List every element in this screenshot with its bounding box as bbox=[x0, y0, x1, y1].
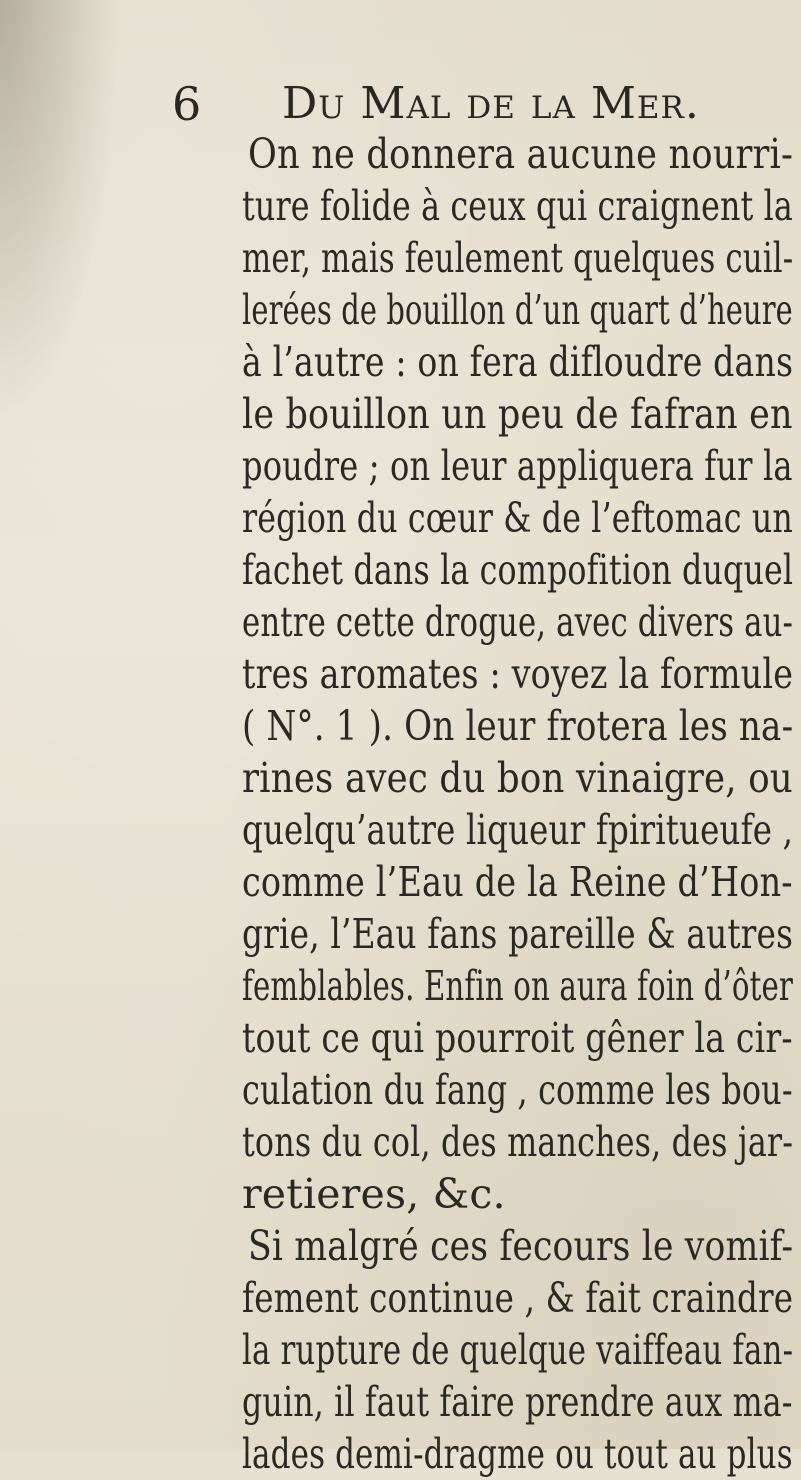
text-line: On ne donnera aucune nourri- bbox=[248, 130, 794, 178]
text-line: tres aromates : voyez la formule bbox=[242, 650, 794, 698]
text-line: guin, il faut faire prendre aux ma- bbox=[242, 1378, 793, 1426]
running-head bbox=[172, 76, 732, 136]
page-number: 6 bbox=[172, 77, 202, 131]
text-line: tout ce qui pourroit gêner la cir- bbox=[242, 1014, 793, 1062]
text-line: mer, mais feulement quelques cuil- bbox=[242, 234, 794, 282]
text-line: poudre ; on leur appliquera fur la bbox=[242, 442, 793, 490]
running-title: Du Mal de la Mer. bbox=[282, 78, 700, 129]
text-line: culation du fang , comme les bou- bbox=[242, 1066, 793, 1114]
text-line: région du cœur & de l’eftomac un bbox=[242, 494, 793, 542]
text-line: retieres, &c. bbox=[242, 1170, 506, 1218]
text-line: femblables. Enfin on aura foin d’ôter bbox=[242, 962, 794, 1010]
text-line: tons du col, des manches, des jar- bbox=[242, 1118, 794, 1166]
text-line: lerées de bouillon d’un quart d’heure bbox=[242, 286, 793, 334]
text-line: fement continue , & fait craindre bbox=[242, 1274, 794, 1322]
text-line: fachet dans la compofition duquel bbox=[242, 546, 794, 594]
text-line: grie, l’Eau fans pareille & autres bbox=[242, 910, 794, 958]
text-line: le bouillon un peu de fafran en bbox=[242, 390, 793, 438]
text-line: à l’autre : on fera difloudre dans bbox=[242, 338, 794, 386]
page-edge-shadow bbox=[0, 0, 120, 420]
text-line: rines avec du bon vinaigre, ou bbox=[242, 754, 793, 802]
text-line: ( N°. 1 ). On leur frotera les na- bbox=[242, 702, 794, 750]
text-line: comme l’Eau de la Reine d’Hon- bbox=[242, 858, 793, 906]
text-line: Si malgré ces fecours le vomif- bbox=[248, 1222, 794, 1270]
text-line: la rupture de quelque vaiffeau fan- bbox=[242, 1326, 794, 1374]
text-line: quelqu’autre liqueur fpiritueufe , bbox=[242, 806, 794, 854]
text-line: lades demi-dragme ou tout au plus bbox=[242, 1430, 793, 1478]
text-line: ture folide à ceux qui craignent la bbox=[242, 182, 793, 230]
text-line: entre cette drogue, avec divers au- bbox=[242, 598, 794, 646]
